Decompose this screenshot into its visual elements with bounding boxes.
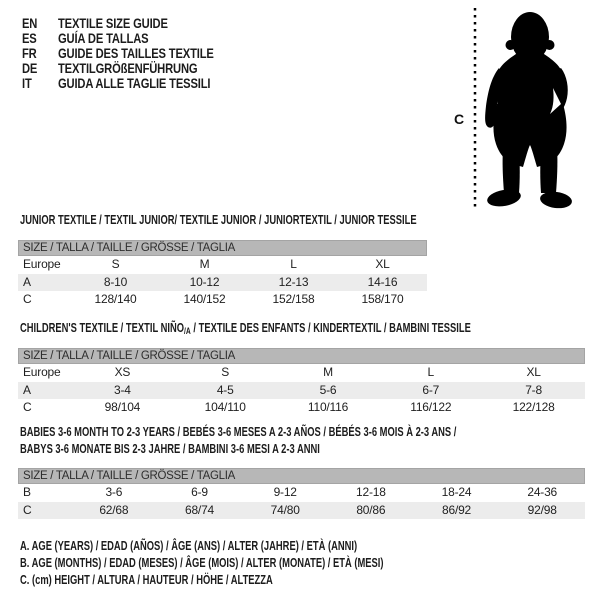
- lang-label: GUÍA DE TALLAS: [58, 29, 149, 46]
- value-cell: 12-18: [356, 485, 386, 499]
- babies-title-line2: BABYS 3-6 MONATE BIS 2-3 JAHRE / BAMBINI 3-6 MESI A 2-3 ANNI: [20, 442, 320, 456]
- value-cell: 98/104: [104, 400, 141, 414]
- footnote-c: C. (cm) HEIGHT / ALTURA / HAUTEUR / HÖHE / ALTEZZA: [20, 573, 273, 587]
- lang-label: TEXTILE SIZE GUIDE: [58, 14, 168, 31]
- value-cell: 104/110: [204, 400, 246, 414]
- lang-row-es: [22, 30, 214, 45]
- table-row: [18, 364, 585, 382]
- value-cell: 140/152: [183, 292, 226, 306]
- footnote-a: A. AGE (YEARS) / EDAD (AÑOS) / ÂGE (ANS) / ALTER (JAHRE) / ETÀ (ANNI): [20, 539, 358, 553]
- value-cell: 80/86: [356, 502, 386, 517]
- value-cell: 6-7: [422, 382, 440, 397]
- lang-code: ES: [22, 29, 37, 46]
- size-cell: XL: [375, 257, 390, 271]
- language-title-list: [22, 15, 262, 90]
- table-row: [18, 291, 427, 309]
- lang-row-it: [22, 75, 214, 90]
- value-cell: 62/68: [99, 502, 129, 517]
- value-cell: 9-12: [273, 485, 297, 499]
- lang-row-de: [22, 60, 214, 75]
- value-cell: 158/170: [361, 292, 404, 306]
- babies-title-line1: BABIES 3-6 MONTH TO 2-3 YEARS / BEBÉS 3-6 MESES A 2-3 AÑOS / BÉBÉS 3-6 MOIS À 2-3 ANS /: [20, 425, 457, 439]
- baby-silhouette-figure: [440, 0, 600, 215]
- size-cell: XL: [526, 365, 541, 379]
- value-cell: 68/74: [184, 502, 215, 517]
- junior-size-table: [18, 240, 427, 309]
- size-cell: L: [427, 365, 435, 379]
- lang-label: GUIDA ALLE TAGLIE TESSILI: [58, 74, 211, 91]
- value-cell: 92/98: [527, 502, 557, 517]
- row-label: A: [23, 274, 31, 289]
- title-subscript: /A: [184, 326, 191, 336]
- size-cell: M: [199, 257, 210, 271]
- value-cell: 128/140: [94, 292, 137, 306]
- baby-silhouette: [485, 12, 573, 210]
- row-label: B: [23, 485, 31, 499]
- value-cell: 12-13: [278, 274, 309, 289]
- lang-code: FR: [22, 44, 37, 61]
- table-row: [18, 382, 585, 400]
- size-header-bar: SIZE / TALLA / TAILLE / GRÖSSE / TAGLIA: [18, 468, 585, 484]
- value-cell: 5-6: [319, 382, 337, 397]
- lang-label: TEXTILGRÖßENFÜHRUNG: [58, 59, 198, 76]
- title-text: / TEXTILE DES ENFANTS / KINDERTEXTIL / BAMBINI TESSILE: [190, 321, 471, 335]
- value-cell: 3-4: [114, 382, 131, 397]
- value-cell: 24-36: [527, 485, 558, 499]
- value-cell: 74/80: [270, 502, 300, 517]
- lang-code: EN: [22, 14, 38, 31]
- row-label: C: [23, 502, 32, 517]
- value-cell: 4-5: [216, 382, 234, 397]
- lang-row-fr: [22, 45, 214, 60]
- value-cell: 152/158: [272, 292, 315, 306]
- size-cell: M: [323, 365, 333, 379]
- value-cell: 8-10: [103, 274, 128, 289]
- babies-table-title: [20, 424, 456, 458]
- size-cell: S: [111, 257, 120, 271]
- value-cell: 14-16: [367, 274, 398, 289]
- footnote-b: B. AGE (MONTHS) / EDAD (MESES) / ÂGE (MOIS) / ALTER (MONATE) / ETÀ (MESI): [20, 556, 384, 570]
- size-header-bar: SIZE / TALLA / TAILLE / GRÖSSE / TAGLIA: [18, 348, 585, 364]
- footnotes: [20, 538, 505, 589]
- value-cell: 10-12: [189, 274, 220, 289]
- row-label: A: [23, 382, 31, 397]
- table-row: [18, 502, 585, 520]
- lang-label: GUIDE DES TAILLES TEXTILE: [58, 44, 214, 61]
- size-cell: XS: [114, 365, 131, 379]
- size-cell: S: [221, 365, 230, 379]
- table-row: [18, 256, 427, 274]
- lang-code: IT: [22, 74, 32, 91]
- value-cell: 116/122: [410, 400, 452, 414]
- row-label: C: [23, 400, 32, 414]
- value-cell: 6-9: [191, 485, 208, 499]
- title-text: CHILDREN'S TEXTILE / TEXTIL NIÑO: [20, 321, 185, 335]
- row-label: Europe: [23, 365, 61, 379]
- lang-row-en: [22, 15, 214, 30]
- childrens-size-table: [18, 348, 585, 417]
- lang-code: DE: [22, 59, 38, 76]
- value-cell: 3-6: [105, 485, 123, 499]
- table-row: [18, 399, 585, 417]
- table-row: [18, 484, 585, 502]
- childrens-table-title: [20, 321, 471, 336]
- size-cell: L: [290, 257, 297, 271]
- row-label: Europe: [23, 257, 61, 271]
- value-cell: 122/128: [512, 400, 555, 414]
- height-measure-label: C: [454, 111, 465, 127]
- row-label: C: [23, 292, 32, 306]
- value-cell: 110/116: [307, 400, 349, 414]
- value-cell: 18-24: [441, 485, 472, 499]
- junior-table-title: JUNIOR TEXTILE / TEXTIL JUNIOR/ TEXTILE JUNIOR / JUNIORTEXTIL / JUNIOR TESSILE: [20, 213, 417, 227]
- size-header-bar: SIZE / TALLA / TAILLE / GRÖSSE / TAGLIA: [18, 240, 427, 256]
- table-row: [18, 274, 427, 292]
- babies-size-table: [18, 468, 585, 519]
- value-cell: 86/92: [442, 502, 472, 517]
- value-cell: 7-8: [525, 382, 542, 397]
